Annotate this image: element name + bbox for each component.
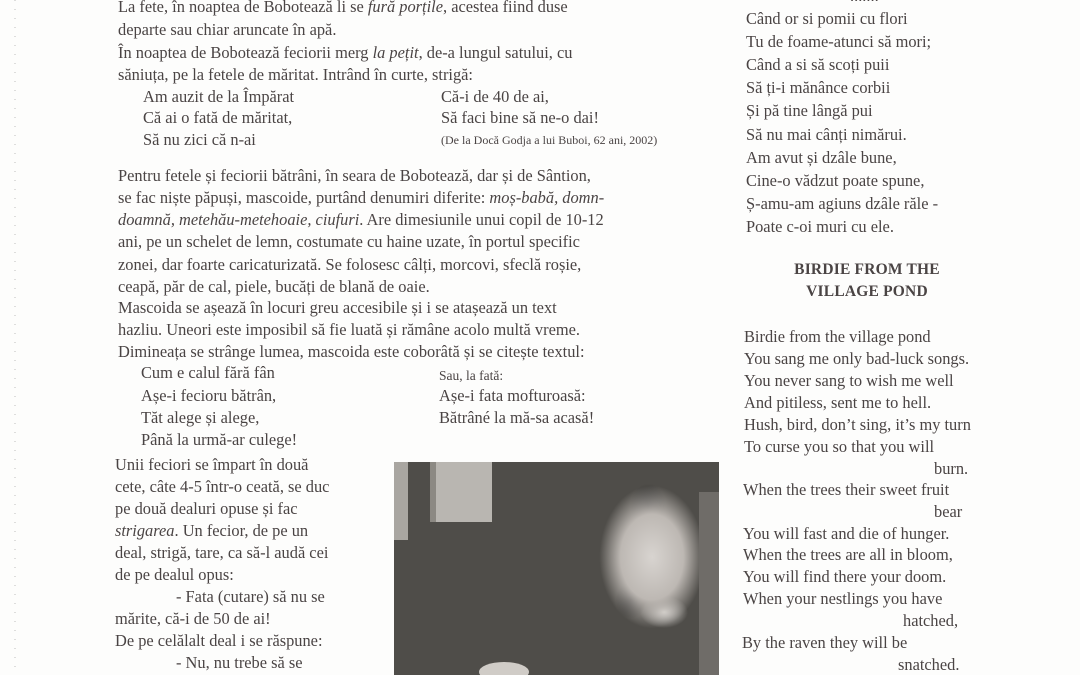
paragraph-5-line: De pe celălalt deal i se răspune:	[115, 631, 323, 650]
poem-line: Să nu mai cânți nimărui.	[746, 125, 907, 144]
verse-line: Așe-i fecioru bătrân,	[141, 386, 277, 405]
poem-line: When the trees their sweet fruit	[743, 480, 950, 499]
poem-line-cutoff	[850, 0, 879, 5]
paragraph-5-line: deal, strigă, tare, ca să-l audă cei	[115, 543, 329, 562]
poem-line-continuation: bear	[934, 502, 963, 521]
paragraph-3-line-2	[118, 188, 604, 207]
paragraph-3-line-4: ani, pe un schelet de lemn, costumate cu haine uzate, în portul specific	[118, 232, 580, 251]
photo-old-man	[394, 462, 719, 675]
poem-line: Când or si pomii cu flori	[746, 9, 908, 28]
poem-line: Să ți-i mănânce corbii	[746, 78, 891, 97]
italic-term: fură porțile	[367, 0, 443, 16]
dialogue-line: - Fata (cutare) să nu se	[176, 587, 325, 606]
poem-line: Cine-o vădzut poate spune,	[746, 171, 925, 190]
poem-line: Birdie from the village pond	[744, 327, 931, 346]
poem-line: Când a si să scoți puii	[746, 55, 890, 74]
paragraph-3-line-5: zonei, dar foarte caricaturizată. Se folosesc câlți, morcovi, sfeclă roșie,	[118, 255, 582, 274]
verse-line: Am auzit de la Împărat	[143, 87, 295, 106]
text: . Are dimesiunile unui copil de 10-12	[359, 210, 604, 229]
paragraph-5-line: de pe dealul opus:	[115, 565, 234, 584]
verse-line: Să nu zici că n-ai	[143, 130, 256, 149]
paragraph-4-line-1: Mascoida se așează în locuri greu accesibile și i se atașează un text	[118, 298, 557, 317]
poem-title-line-1: BIRDIE FROM THE	[794, 261, 940, 278]
poem-line: Hush, bird, don’t sing, it’s my turn	[744, 415, 971, 434]
poem-line: Ș-amu-am agiuns dzâle răle -	[746, 194, 939, 213]
poem-line: You sang me only bad-luck songs.	[744, 349, 970, 368]
poem-line: Am avut și dzâle bune,	[746, 148, 897, 167]
paragraph-5-line: cete, câte 4-5 într-o ceată, se duc	[115, 477, 330, 496]
poem-title-line-2: VILLAGE POND	[806, 283, 928, 300]
poem-line: To curse you so that you will	[744, 437, 935, 456]
paragraph-3-line-1: Pentru fetele și feciorii bătrâni, în seara de Bobotează, dar și de Sântion,	[118, 166, 591, 185]
dialogue-line: - Nu, nu trebe să se	[176, 653, 303, 672]
verse-source: (De la Docă Godja a lui Buboi, 62 ani, 2002)	[441, 133, 658, 147]
paragraph-4-line-3: Dimineața se strânge lumea, mascoida este coborâtă și se citește textul:	[118, 342, 585, 361]
verse-line: Până la urmă-ar culege!	[141, 430, 298, 449]
poem-line-continuation: hatched,	[903, 611, 959, 630]
poem-line: Tu de foame-atunci să mori;	[746, 32, 932, 51]
photo-shoulder-detail	[699, 492, 719, 675]
text: . Un fecior, de pe un	[174, 521, 309, 540]
paragraph-5-line: pe două dealuri opuse și fac	[115, 499, 298, 518]
text: La fete, în noaptea de Bobotează li se	[118, 0, 364, 16]
photo-window-detail	[394, 462, 408, 540]
poem-line: When the trees are all in bloom,	[743, 545, 953, 564]
italic-term: doamnă, metehău-metehoaie, ciufuri	[118, 210, 360, 229]
photo-window-detail	[430, 462, 492, 522]
verse-line: Că ai o fată de măritat,	[143, 108, 293, 127]
paragraph-5-line	[115, 521, 308, 540]
text: , acestea fiind duse	[443, 0, 568, 16]
verse-line: Că-i de 40 de ai,	[441, 87, 549, 106]
paragraph-2-line-2: săniuța, pe la fetele de măritat. Intrând în curte, strigă:	[118, 65, 473, 84]
verse-label: Sau, la fată:	[439, 368, 504, 383]
verse-line: Să faci bine să ne-o dai!	[441, 108, 599, 127]
text: se fac niște păpuși, mascoide, purtând denumiri diferite:	[118, 188, 486, 207]
poem-line-continuation: burn.	[934, 459, 969, 478]
scan-margin-dots	[14, 0, 16, 675]
poem-line: And pitiless, sent me to hell.	[744, 393, 932, 412]
poem-line: Și pă tine lângă pui	[746, 101, 873, 120]
paragraph-3-line-6: ceapă, păr de cal, piele, bucăți de blană de oaie.	[118, 277, 430, 296]
photo-hand-detail	[479, 662, 529, 675]
poem-line: You will find there your doom.	[743, 567, 947, 586]
poem-line: When your nestlings you have	[743, 589, 943, 608]
poem-line: By the raven they will be	[742, 633, 908, 652]
poem-line-continuation: snatched.	[898, 655, 960, 674]
paragraph-4-line-2: hazliu. Uneori este imposibil să fie luată și rămâne acolo multă vreme.	[118, 320, 580, 339]
paragraph-1-line-2: departe sau chiar aruncate în apă.	[118, 20, 337, 39]
paragraph-5-line: Unii feciori se împart în două	[115, 455, 309, 474]
paragraph-5-line: mărite, că-i de 50 de ai!	[115, 609, 271, 628]
poem-line: You never sang to wish me well	[744, 371, 954, 390]
text: În noaptea de Bobotează feciorii merg	[118, 43, 369, 62]
verse-line: Tăt alege și alege,	[141, 408, 260, 427]
text: , de-a lungul satului, cu	[418, 43, 573, 62]
verse-line: Așe-i fata mofturoasă:	[439, 386, 586, 405]
paragraph-2-line-1	[118, 43, 572, 62]
italic-term: moș-babă, domn-	[489, 188, 605, 207]
paragraph-1-line-1	[118, 0, 690, 16]
verse-line: Bătrâné la mă-sa acasă!	[439, 408, 595, 427]
italic-term: strigarea	[115, 521, 175, 540]
poem-line: You will fast and die of hunger.	[743, 524, 950, 543]
paragraph-3-line-3	[118, 210, 604, 229]
italic-term: la pețit	[372, 43, 419, 62]
verse-line: Cum e calul fără fân	[141, 363, 275, 382]
poem-line: Poate c-oi muri cu ele.	[746, 217, 894, 236]
